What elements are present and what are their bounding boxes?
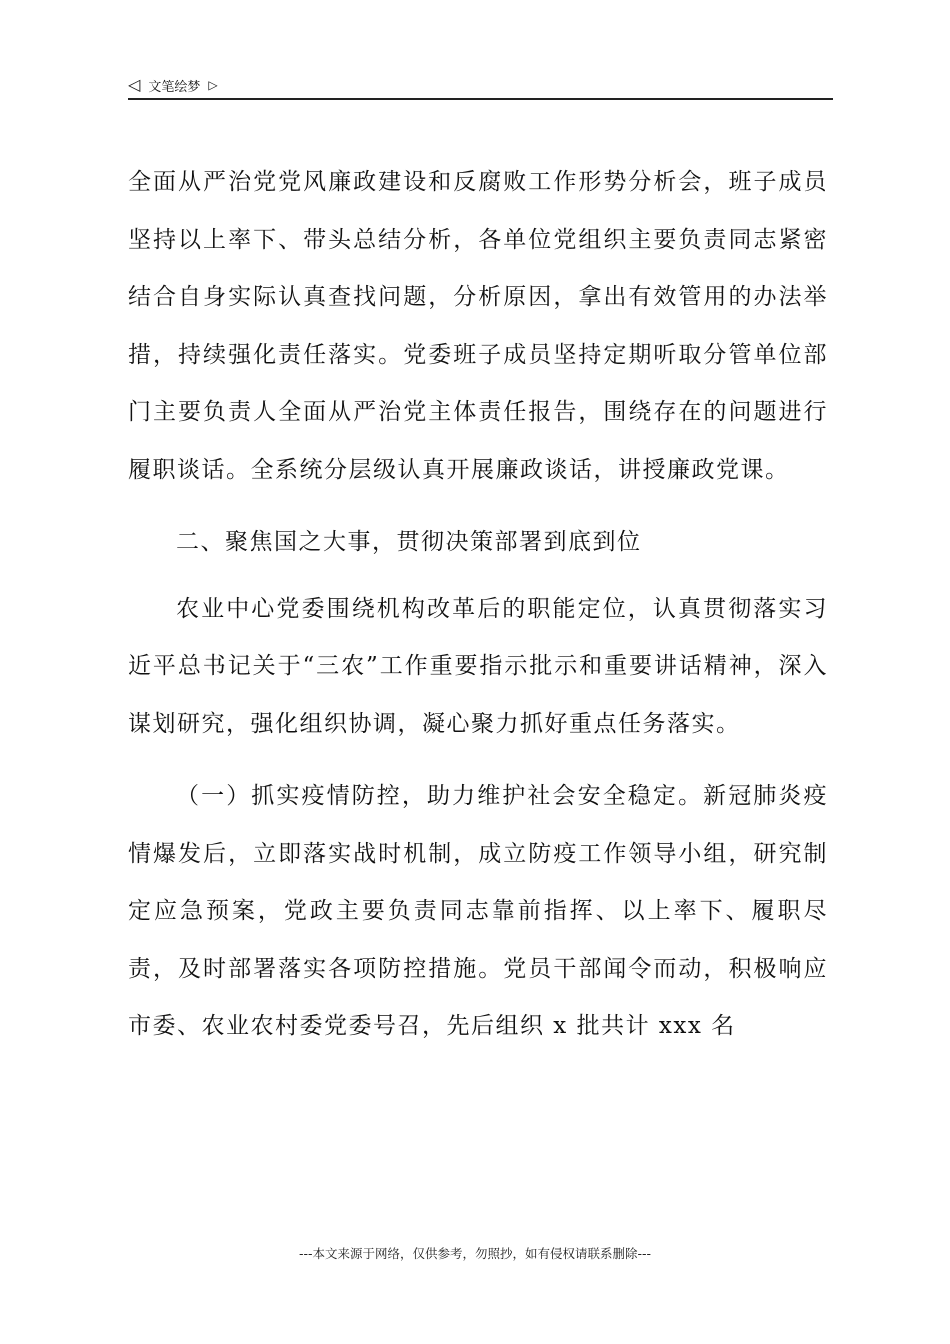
- page-header: [128, 72, 833, 100]
- document-body: [128, 154, 828, 1056]
- footer-disclaimer: ---本文来源于网络，仅供参考，勿照抄，如有侵权请联系删除---: [298, 1246, 652, 1261]
- triangle-left-icon: ◁: [128, 75, 141, 94]
- paragraph: （一）抓实疫情防控，助力维护社会安全稳定。新冠肺炎疫情爆发后，立即落实战时机制，成立防疫工作领导小组，研究制定应急预案，党政主要负责同志靠前指挥、以上率下、履职尽责，及时部署落实各项防控措施。党员干部闻令而动，积极响应市委、农业农村委党委号召，先后组织 x 批共计 xxx 名: [128, 783, 828, 1039]
- triangle-right-icon: ▷: [208, 78, 218, 92]
- paragraph-continuation: 全面从严治党党风廉政建设和反腐败工作形势分析会，班子成员坚持以上率下、带头总结分析，各单位党组织主要负责同志紧密结合自身实际认真查找问题，分析原因，拿出有效管用的办法举措，持续强化责任落实。党委班子成员坚持定期听取分管单位部门主要负责人全面从严治党主体责任报告，围绕存在的问题进行履职谈话。全系统分层级认真开展廉政谈话，讲授廉政党课。: [128, 169, 828, 483]
- section-heading: 二、聚焦国之大事，贯彻决策部署到底到位: [176, 529, 642, 555]
- paragraph: 农业中心党委围绕机构改革后的职能定位，认真贯彻落实习近平总书记关于“三农”工作重要指示批示和重要讲话精神，深入谋划研究，强化组织协调，凝心聚力抓好重点任务落实。: [128, 595, 828, 737]
- header-title: 文笔绘梦: [148, 79, 201, 95]
